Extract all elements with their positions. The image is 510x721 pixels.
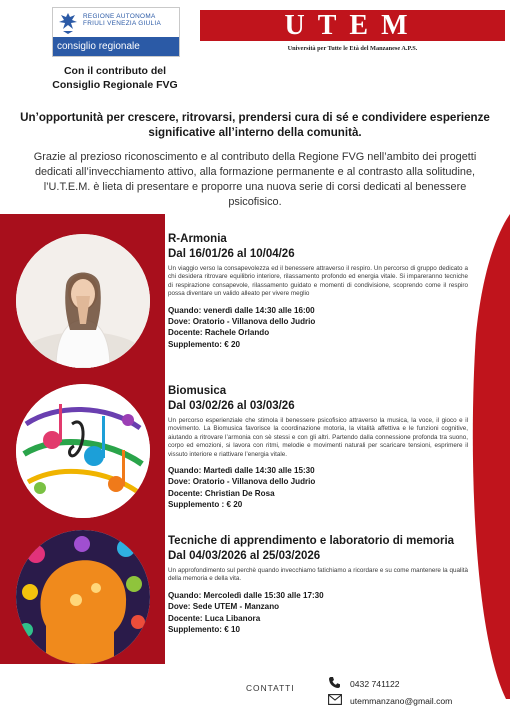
intro-paragraph: Grazie al prezioso riconoscimento e al contributo della Regione FVG nell’ambito dei progetti dedicati all’invecchiamento attivo, alla formazione permanente e al contrasto alla solitudine, l’U.T.E.M. è lieta di presentare e proporre una nuova serie di corsi dedicati al benessere psicofisico.	[33, 151, 477, 208]
email-address[interactable]: utemmanzano@gmail.com	[350, 696, 453, 706]
region-logo-line2: FRIULI VENEZIA GIULIA	[83, 20, 162, 28]
course-description: Un percorso esperienziale che stimola il benessere psicofisico attraverso la musica, la voce, il gioco e il movimento. La Biomusica favorisce la coordinazione motoria, la vitalità affettiva e le funzioni cognitive, aiutando a ritrovare l’armonia con sè stessi e con gli altri. Partendo dalla connessione profonda tra suono, corpo ed emozioni, si lavora con ritmi, melodie e movimenti naturali per scaricare tensioni, esprimere il vissuto interiore e riattivare l’energia vitale.	[168, 417, 468, 458]
right-red-curve	[468, 214, 510, 699]
course-biomusica	[168, 384, 468, 511]
headline: Un’opportunità per crescere, ritrovarsi, prendersi cura di sé e condividere esperienze significative all’interno della comunità.	[20, 111, 490, 139]
memoria-image	[16, 530, 150, 664]
course-quando: Quando: venerdì dalle 14:30 alle 16:00	[168, 305, 315, 315]
course-dove: Dove: Oratorio - Villanova dello Judrio	[168, 477, 316, 487]
course-dove: Dove: Sede UTEM - Manzano	[168, 602, 280, 612]
eagle-emblem-icon	[57, 11, 79, 35]
course-memoria	[168, 534, 468, 635]
course-title: Biomusica	[168, 385, 227, 397]
brain-head-illustration	[16, 530, 150, 664]
course-dates: Dal 03/02/26 al 03/03/26	[168, 400, 295, 412]
region-logo-line1: REGIONE AUTONOMA	[83, 13, 156, 20]
course-r-armonia	[168, 232, 468, 350]
course-supplemento: Supplemento: € 20	[168, 339, 240, 349]
region-logo-text	[83, 13, 161, 28]
region-logo-band: consiglio regionale	[53, 37, 179, 56]
course-info	[168, 465, 468, 511]
course-title: R-Armonia	[168, 233, 227, 245]
course-info	[168, 590, 468, 636]
course-description: Un approfondimento sul perchè quando invecchiamo fatichiamo a ricordare e su come mantenere la qualità della memoria e della vita.	[168, 567, 468, 583]
course-info	[168, 305, 468, 351]
course-docente: Docente: Rachele Orlando	[168, 328, 270, 338]
course-dove: Dove: Oratorio - Villanova dello Judrio	[168, 317, 316, 327]
meditation-photo	[16, 234, 150, 368]
region-logo	[52, 7, 180, 57]
mail-icon	[328, 694, 342, 705]
course-dates: Dal 16/01/26 al 10/04/26	[168, 248, 295, 260]
course-title: Tecniche di apprendimento e laboratorio di memoria	[168, 535, 455, 547]
course-supplemento: Supplemento: € 10	[168, 625, 240, 635]
phone-icon	[328, 676, 341, 689]
course-docente: Docente: Christian De Rosa	[168, 488, 275, 498]
meditation-illustration	[16, 234, 150, 368]
course-description: Un viaggio verso la consapevolezza ed il benessere attraverso il respiro. Un percorso di gruppo dedicato a chi desidera ritrovare equilibrio interiore, rilassamento profondo ed energia vitale. Si impareranno tecniche di respirazione consapevole, rilassamento guidato e momenti di condivisione, scoprendo come il respiro possa diventare un valido alleato per vivere meglio	[168, 265, 468, 298]
course-dates: Dal 04/03/2026 al 25/03/2026	[168, 550, 321, 562]
course-quando: Quando: Martedì dalle 14:30 alle 15:30	[168, 466, 315, 476]
music-notes-illustration	[16, 384, 150, 518]
region-logo-top	[53, 8, 179, 38]
utem-logo-subtitle: Università per Tutte le Età del Manzanese A.P.S.	[287, 45, 418, 52]
phone-number[interactable]: 0432 741122	[350, 679, 400, 689]
biomusica-image	[16, 384, 150, 518]
course-quando: Quando: Mercoledì dalle 15:30 alle 17:30	[168, 590, 324, 600]
contacts-label: CONTATTI	[246, 683, 295, 693]
course-docente: Docente: Luca Libanora	[168, 613, 261, 623]
contributo-text: Con il contributo del Consiglio Regionale FVG	[52, 65, 178, 91]
utem-logo-title: UTEM	[284, 10, 421, 41]
course-supplemento: Supplemento : € 20	[168, 500, 243, 510]
